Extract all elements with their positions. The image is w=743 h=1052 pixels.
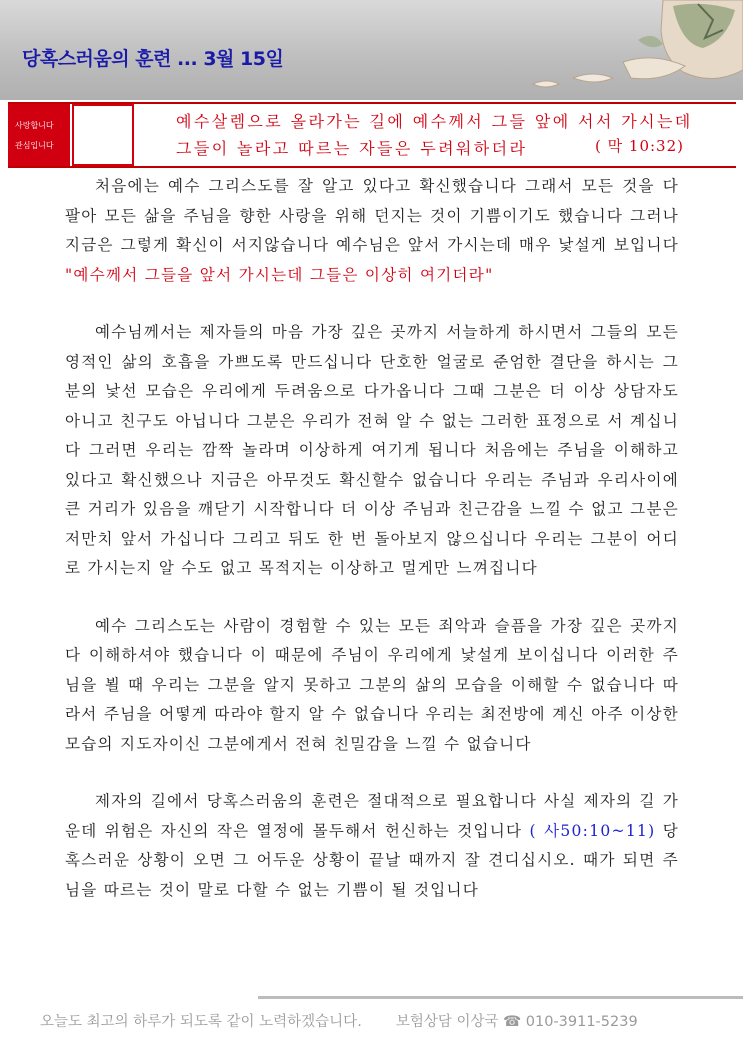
photo-placeholder xyxy=(72,104,134,166)
page-title: 당혹스러움의 훈련 ... 3월 15일 xyxy=(22,48,284,70)
footer-motto: 오늘도 최고의 하루가 되도록 같이 노력하겠습니다. xyxy=(40,1014,362,1030)
verse-reference: ( 막 10:32) xyxy=(595,137,684,155)
side-tag xyxy=(8,104,70,166)
devotional-body xyxy=(65,172,679,933)
header-banner xyxy=(0,0,743,100)
paragraph-4-text-a: 제자의 길에서 당혹스러움의 훈련은 절대적으로 필요합니다 사실 제자의 길 가운데 위험은 자신의 작은 열정에 몰두해서 헌신하는 것입니다 xyxy=(65,792,679,840)
paragraph-2: 예수님께서는 제자들의 마음 가장 깊은 곳까지 서늘하게 하시면서 그들의 모든 영적인 삶의 호흡을 가쁘도록 만드십니다 단호한 얼굴로 준엄한 결단을 하시는 그분의 낯선 모습은 우리에게 두려움으로 다가옵니다 그때 그분은 더 이상 상담자도 아니고 친구도 아닙니다 그분은 우리가 전혀 알 수 없는 그러한 표정으로 서 계십니다 그러면 우리는 깜짝 놀라며 이상하게 여기게 됩니다 처음에는 주님을 이해하고 있다고 확신했으나 지금은 아무것도 확신할수 없습니다 우리는 주님과 우리사이에 큰 거리가 있음을 깨닫기 시작합니다 더 이상 주님과 친근감을 느낄 수 없고 그분은 저만치 앞서 가십니다 그리고 뒤도 한 번 돌아보지 않으십니다 우리는 그분이 어디로 가시는지 알 수도 없고 목적지는 이상하고 멀게만 느껴집니다 xyxy=(65,323,679,577)
footer-contact: 보험상담 이상국 ☎ 010-3911-5239 xyxy=(395,1014,638,1030)
paragraph-1-text: 처음에는 예수 그리스도를 잘 알고 있다고 확신했습니다 그래서 모든 것을 다 팔아 모든 삶을 주님을 향한 사랑을 위해 던지는 것이 기쁨이기도 했습니다 그러나 지금은 그렇게 확신이 서지않습니다 예수님은 앞서 가시는데 매우 낯설게 보입니다 xyxy=(65,177,679,254)
paragraph-4-reference: ( 사50:10~11) xyxy=(529,821,656,840)
paragraph-4-text-b: 당혹스러운 상황이 오면 그 어두운 상황이 끝날 때까지 잘 견디십시오. 때가 되면 주님을 따르는 것이 말로 다할 수 없는 기쁨이 될 것입니다 xyxy=(65,821,679,899)
paragraph-1-quote: "예수께서 그들을 앞서 가시는데 그들은 이상히 여기더라" xyxy=(65,265,494,284)
side-tag-line-2: 관심입니다 xyxy=(15,141,54,150)
paragraph-4 xyxy=(65,787,679,905)
paragraph-1 xyxy=(65,172,679,290)
broken-eggshell-money-illustration xyxy=(513,0,743,100)
verse-text: 예수살렘으로 올라가는 길에 예수께서 그들 앞에 서서 가시는데 그들이 놀라고 따르는 자들은 두려워하더라 xyxy=(176,112,693,158)
footer-divider xyxy=(258,996,743,999)
paragraph-3: 예수 그리스도는 사람이 경험할 수 있는 모든 죄악과 슬픔을 가장 깊은 곳까지 다 이해하셔야 했습니다 이 때문에 주님이 우리에게 낯설게 보이십니다 이러한 주님을 뵐 때 우리는 그분을 알지 못하고 그분의 삶의 모습을 이해할 수 없습니다 따라서 주님을 어떻게 따라야 할지 알 수 없습니다 우리는 최전방에 계신 아주 이상한 모습의 지도자이신 그분에게서 전혀 친밀감을 느낄 수 없습니다 xyxy=(65,616,679,753)
verse-panel xyxy=(8,102,736,168)
side-tag-line-1: 사랑합니다 xyxy=(15,121,54,130)
footer xyxy=(40,1010,720,1031)
